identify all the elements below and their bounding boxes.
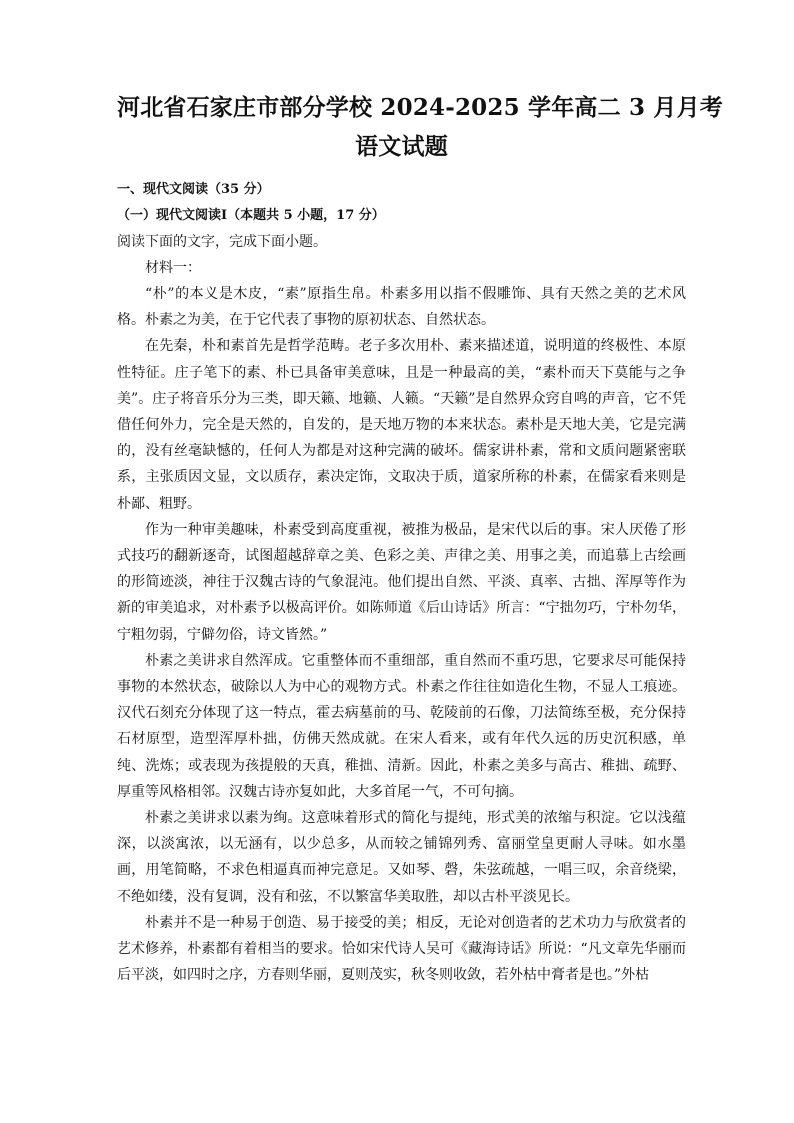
paragraph-1: “朴”的本义是木皮，“素”原指生帛。朴素多用以指不假雕饰、具有天然之美的艺术风格。朴素之为美，在于它代表了事物的原初状态、自然状态。 (117, 286, 686, 329)
document-subtitle: 语文试题 (355, 133, 448, 160)
reading-instruction: 阅读下面的文字，完成下面小题。 (117, 234, 327, 250)
section-subheading: （一）现代文阅读Ⅰ（本题共 5 小题，17 分） (117, 208, 385, 223)
paragraph-4: 朴素之美讲求自然浑成。它重整体而不重细部，重自然而不重巧思，它要求尽可能保持事物的本然状态，破除以人为中心的观物方式。朴素之作往往如造化生物，不显人工痕迹。汉代石刻充分体现了这一特点，霍去病墓前的马、乾陵前的石像，刀法简练至极，充分保持石材原型，造型浑厚朴拙，仿佛天然成就。在宋人看来，或有年代久远的历史沉积感，单纯、洗炼；或表现为孩提般的天真，稚拙、清新。因此，朴素之美多与高古、稚拙、疏野、厚重等风格相邻。汉魏古诗亦复如此，大多首尾一气，不可句摘。 (117, 652, 686, 800)
paragraph-6: 朴素并不是一种易于创造、易于接受的美；相反，无论对创造者的艺术功力与欣赏者的艺术修养，朴素都有着相当的要求。恰如宋代诗人吴可《藏海诗话》所说：“凡文章先华丽而后平淡，如四时之序，方春则华丽，夏则茂实，秋冬则收敛，若外枯中膏者是也。”外枯 (117, 914, 686, 984)
paragraph-5: 朴素之美讲求以素为绚。这意味着形式的简化与提纯，形式美的浓缩与积淀。它以浅蕴深，以淡寓浓，以无涵有，以少总多，从而较之铺锦列秀、富丽堂皇更耐人寻味。如水墨画，用笔简略，不求色相逼真而神完意足。又如琴、磬，朱弦疏越，一唱三叹，余音绕梁，不绝如缕，没有复调，没有和弦，不以繁富华美取胜，却以古朴平淡见长。 (117, 810, 686, 905)
material-label: 材料一： (145, 260, 201, 276)
document-title: 河北省石家庄市部分学校 2024-2025 学年高二 3 月月考 (117, 94, 724, 121)
paragraph-3: 作为一种审美趣味，朴素受到高度重视，被推为极品，是宋代以后的事。宋人厌倦了形式技巧的翻新逐奇，试图超越辞章之美、色彩之美、声律之美、用事之美，而追慕上古绘画的形简迹淡，神往于汉魏古诗的气象混沌。他们提出自然、平淡、真率、古拙、浑厚等作为新的审美追求，对朴素予以极高评价。如陈师道《后山诗话》所言：“宁拙勿巧，宁朴勿华，宁粗勿弱，宁僻勿俗，诗文皆然。” (117, 521, 686, 643)
paragraph-2: 在先秦，朴和素首先是哲学范畴。老子多次用朴、素来描述道，说明道的终极性、本原性特征。庄子笔下的素、朴已具备审美意味，且是一种最高的美，“素朴而天下莫能与之争美”。庄子将音乐分为三类，即天籁、地籁、人籁。“天籁”是自然界众窍自鸣的声音，它不凭借任何外力，完全是天然的，自发的，是天地万物的本来状态。素朴是天地大美，它是完满的，没有丝毫缺憾的，任何人为都是对这种完满的破坏。儒家讲朴素，常和文质问题紧密联系，主张质因文显，文以质存，素决定饰，文取决于质，道家所称的朴素，在儒家看来则是朴鄙、粗野。 (117, 338, 686, 512)
section-heading: 一、现代文阅读（35 分） (117, 182, 270, 197)
